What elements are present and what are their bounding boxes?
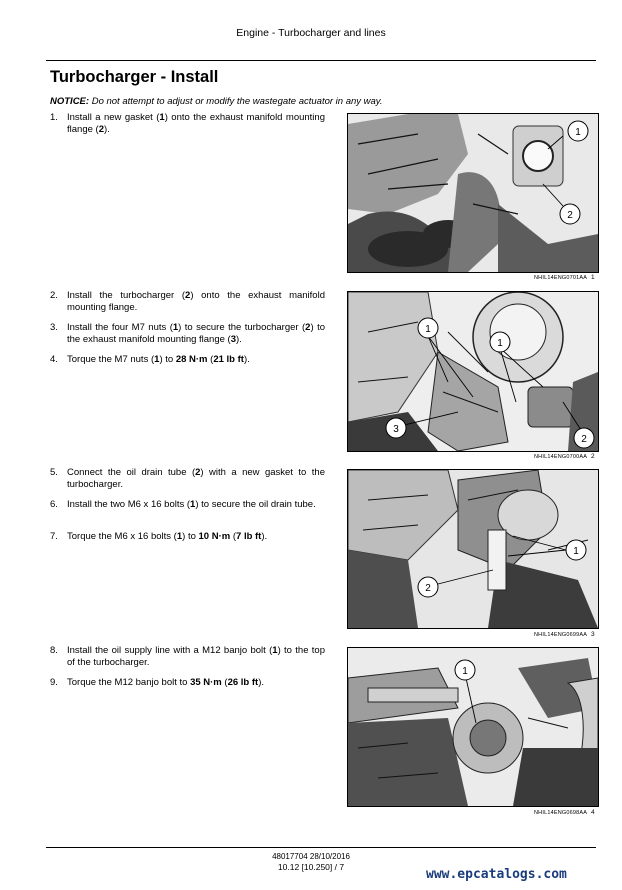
- callout-2: [418, 577, 438, 597]
- svg-text:2: 2: [581, 434, 587, 445]
- step-1: 1. Install a new gasket (1) onto the exhaust manifold mounting flange (2).: [50, 112, 325, 135]
- notice: [50, 96, 595, 107]
- running-header: Engine - Turbocharger and lines: [236, 27, 386, 39]
- step-text: Install the two M6 x 16 bolts (1) to secure the oil drain tube.: [67, 499, 316, 510]
- page-title: Turbocharger - Install: [50, 68, 219, 86]
- step-text: Connect the oil drain tube (2) with a new gasket to the turbocharger.: [67, 467, 325, 490]
- step-8: 8. Install the oil supply line with a M12 banjo bolt (1) to the top of the turbocharger.: [50, 645, 325, 668]
- svg-text:1: 1: [573, 546, 579, 557]
- callout-1: [568, 121, 588, 141]
- step-text: Install the turbocharger (2) onto the exhaust manifold mounting flange.: [67, 290, 325, 313]
- svg-text:2: 2: [567, 210, 573, 221]
- footer-doc-ref: 48017704 28/10/2016: [272, 852, 350, 861]
- figure-code: NHIL14ENG0701AA: [534, 275, 588, 281]
- figure-code: NHIL14ENG0698AA: [534, 810, 588, 816]
- svg-text:3: 3: [393, 424, 399, 435]
- step-9: 9. Torque the M12 banjo bolt to 35 N·m (26 lb ft).: [50, 677, 325, 689]
- footer-page-number: 10.12 [10.250] / 7: [277, 862, 345, 872]
- step-7: 7. Torque the M6 x 16 bolts (1) to 10 N·m (7 lb ft).: [50, 531, 325, 543]
- figure-number: 2: [591, 453, 595, 460]
- svg-text:1: 1: [425, 324, 431, 335]
- step-5: 5. Connect the oil drain tube (2) with a new gasket to the turbocharger.: [50, 467, 325, 490]
- step-text: Install the oil supply line with a M12 banjo bolt (1) to the top of the turbocharger.: [67, 645, 325, 668]
- callout-1: [418, 318, 438, 338]
- svg-text:1: 1: [575, 127, 581, 138]
- callout-1: [566, 540, 586, 560]
- step-text: Torque the M12 banjo bolt to 35 N·m (26 lb ft).: [67, 677, 264, 688]
- step-2: 2. Install the turbocharger (2) onto the exhaust manifold mounting flange.: [50, 290, 325, 313]
- figure-number: 3: [591, 631, 595, 638]
- step-text: Torque the M7 nuts (1) to 28 N·m (21 lb ft).: [67, 354, 250, 365]
- figure-code: NHIL14ENG0699AA: [534, 632, 588, 638]
- callout-1: [490, 332, 510, 352]
- callout-3: [386, 418, 406, 438]
- figure-number: 4: [591, 809, 595, 816]
- figure-1-image: [347, 113, 599, 273]
- figure-3-image: [347, 469, 599, 629]
- callout-2: [560, 204, 580, 224]
- callout-2: [574, 428, 594, 448]
- notice-text: Do not attempt to adjust or modify the wastegate actuator in any way.: [89, 96, 383, 107]
- figure-code: NHIL14ENG0700AA: [534, 454, 588, 460]
- footer-rule: [46, 847, 596, 848]
- figure-number: 1: [591, 274, 595, 281]
- step-text: Install a new gasket (1) onto the exhaust manifold mounting flange (2).: [67, 112, 325, 135]
- notice-label: NOTICE:: [50, 96, 90, 107]
- figure-2-image: [347, 291, 599, 452]
- callout-1: [455, 660, 475, 680]
- svg-text:2: 2: [425, 583, 431, 594]
- step-6: 6. Install the two M6 x 16 bolts (1) to secure the oil drain tube.: [50, 499, 325, 511]
- header-rule: [46, 60, 596, 61]
- watermark: www.epcatalogs.com: [426, 867, 567, 882]
- figure-4-image: [347, 647, 599, 807]
- svg-text:1: 1: [462, 666, 468, 677]
- step-text: Install the four M7 nuts (1) to secure the turbocharger (2) to the exhaust manifold mounting flange (3).: [67, 322, 325, 345]
- step-4: 4. Torque the M7 nuts (1) to 28 N·m (21 lb ft).: [50, 354, 325, 366]
- step-3: 3. Install the four M7 nuts (1) to secure the turbocharger (2) to the exhaust manifold mounting flange (3).: [50, 322, 325, 345]
- step-text: Torque the M6 x 16 bolts (1) to 10 N·m (7 lb ft).: [67, 531, 268, 542]
- svg-text:1: 1: [497, 338, 503, 349]
